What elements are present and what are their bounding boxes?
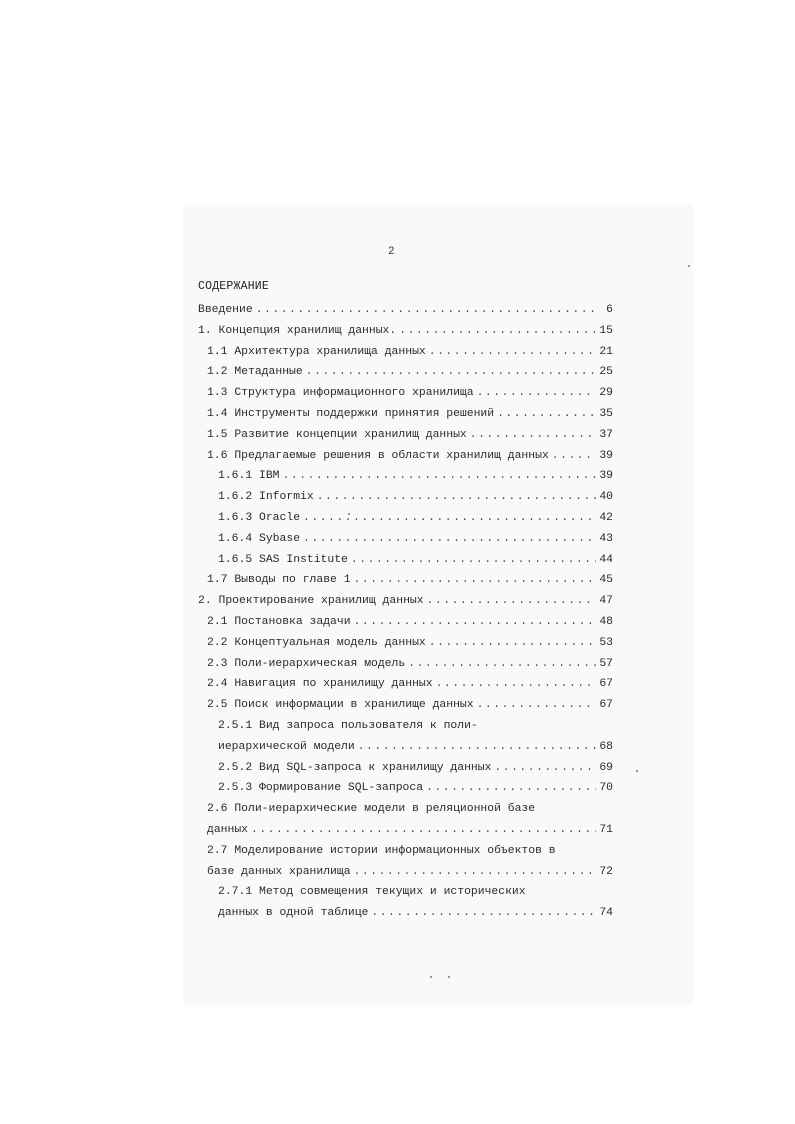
toc-entry-title: 1. Концепция хранилищ данных. [198, 324, 397, 337]
toc-entry-title: 2.2 Концептуальная модель данных [207, 636, 426, 649]
toc-entry-title: 1.4 Инструменты поддержки принятия решений [207, 407, 495, 420]
toc-entry [198, 778, 613, 799]
toc-entry-title: 2.5 Поиск информации в хранилище данных [207, 699, 474, 712]
toc-entry-page: 29 [599, 387, 613, 400]
toc-dot-leader [429, 633, 596, 654]
toc-dot-leader [251, 820, 596, 841]
toc-entry-title: 2. Проектирование хранилищ данных [198, 595, 424, 608]
toc-entry-title: 2.5.3 Формирование SQL-запроса [218, 782, 424, 795]
toc-entry [198, 654, 613, 675]
toc-dot-leader [477, 383, 596, 404]
toc-entry [198, 529, 613, 550]
toc-entry [198, 300, 613, 321]
toc-entry-page: 72 [599, 865, 613, 878]
toc-entry-page: 40 [599, 491, 613, 504]
toc-dot-leader [426, 778, 596, 799]
toc-entry [198, 695, 613, 716]
toc-entry-title: 2.4 Навигация по хранилищу данных [207, 678, 433, 691]
toc-entry [198, 508, 613, 529]
toc-entry-title: 1.6.3 Oracle [218, 511, 301, 524]
toc-dot-leader [317, 487, 596, 508]
toc-entry [198, 903, 613, 924]
toc-dot-leader [429, 342, 596, 363]
toc-entry-title: 2.5.2 Вид SQL-запроса к хранилищу данных [218, 761, 492, 774]
toc-entry-page: 69 [599, 761, 613, 774]
toc-entry [198, 799, 613, 820]
toc-entry-title: 2.6 Поли-иерархические модели в реляционной базе [207, 803, 536, 816]
toc-dot-leader [351, 550, 596, 571]
toc-entry [198, 716, 613, 737]
toc-entry [198, 674, 613, 695]
toc-dot-leader [552, 446, 596, 467]
toc-dot-leader [256, 300, 596, 321]
toc-entry-title: 2.7 Моделирование истории информационных объектов в [207, 844, 556, 857]
toc-entry-title: 2.1 Постановка задачи [207, 615, 351, 628]
toc-entry [198, 466, 613, 487]
toc-entry [198, 820, 613, 841]
toc-entry-title: данных в одной таблице [218, 907, 369, 920]
toc-entry [198, 841, 613, 862]
toc-entry-page: 67 [599, 699, 613, 712]
toc-entry-title: 1.6.5 SAS Institute [218, 553, 348, 566]
toc-entry [198, 570, 613, 591]
toc-dot-leader [371, 903, 596, 924]
toc-entry-page: 67 [599, 678, 613, 691]
toc-heading: СОДЕРЖАНИЕ [198, 280, 270, 293]
toc-entry-title: 1.7 Выводы по главе 1 [207, 574, 351, 587]
toc-entry-page: 44 [599, 553, 613, 566]
toc-entry [198, 612, 613, 633]
toc-dot-leader [436, 674, 596, 695]
toc-entry [198, 425, 613, 446]
toc-entry-page: 25 [599, 366, 613, 379]
scan-speck [688, 265, 690, 267]
toc-entry-title: 2.5.1 Вид запроса пользователя к поли- [218, 719, 478, 732]
table-of-contents [198, 300, 613, 924]
toc-entry-page: 15 [599, 324, 613, 337]
toc-dot-leader [427, 591, 596, 612]
toc-dot-leader [354, 612, 596, 633]
scan-speck [430, 976, 432, 978]
toc-entry-page: 21 [599, 345, 613, 358]
toc-entry-title: 1.6 Предлагаемые решения в области хранилищ данных [207, 449, 549, 462]
toc-entry-page: 47 [599, 595, 613, 608]
toc-entry [198, 591, 613, 612]
toc-entry-page: 71 [599, 823, 613, 836]
toc-dot-leader [354, 570, 596, 591]
toc-dot-leader [399, 321, 596, 342]
toc-dot-leader [497, 404, 596, 425]
toc-entry-title: 1.3 Структура информационного хранилища [207, 387, 474, 400]
toc-entry-title: 1.6.1 IBM [218, 470, 280, 483]
toc-entry-page: 48 [599, 615, 613, 628]
toc-entry-page: 39 [599, 449, 613, 462]
toc-dot-leader [408, 654, 596, 675]
scan-speck [448, 976, 450, 978]
toc-entry-title: базе данных хранилища [207, 865, 351, 878]
toc-dot-leader [283, 466, 596, 487]
toc-entry-title: 2.7.1 Метод совмещения текущих и исторических [218, 886, 526, 899]
toc-entry-title: 1.6.2 Informix [218, 491, 314, 504]
toc-entry [198, 404, 613, 425]
toc-entry-title: Введение [198, 304, 253, 316]
toc-entry-title: 2.3 Поли-иерархическая модель [207, 657, 406, 670]
toc-dot-leader [494, 758, 596, 779]
toc-entry-title: 1.5 Развитие концепции хранилищ данных [207, 428, 467, 441]
toc-entry [198, 321, 613, 342]
toc-entry-page: 74 [599, 907, 613, 920]
toc-entry [198, 550, 613, 571]
toc-entry [198, 383, 613, 404]
scan-speck [348, 513, 350, 515]
toc-entry-title: 1.1 Архитектура хранилища данных [207, 345, 426, 358]
toc-entry-title: 1.2 Метаданные [207, 366, 303, 379]
toc-dot-leader [358, 737, 596, 758]
toc-dot-leader [470, 425, 596, 446]
toc-entry [198, 362, 613, 383]
toc-entry-page: 42 [599, 511, 613, 524]
toc-entry-title: данных [207, 823, 249, 836]
toc-entry-page: 6 [606, 304, 613, 316]
toc-entry [198, 862, 613, 883]
toc-entry-page: 57 [599, 657, 613, 670]
page-number: 2 [388, 246, 395, 258]
toc-dot-leader [303, 529, 596, 550]
toc-entry [198, 882, 613, 903]
toc-entry-title: иерархической модели [218, 740, 355, 753]
toc-entry [198, 342, 613, 363]
toc-entry-title: 1.6.4 Sybase [218, 532, 301, 545]
toc-entry-page: 45 [599, 574, 613, 587]
toc-entry-page: 37 [599, 428, 613, 441]
toc-entry-page: 53 [599, 636, 613, 649]
scan-speck [636, 770, 638, 772]
toc-entry-page: 39 [599, 470, 613, 483]
toc-dot-leader [306, 362, 596, 383]
toc-entry-page: 35 [599, 407, 613, 420]
toc-dot-leader [303, 508, 596, 529]
toc-entry [198, 487, 613, 508]
toc-dot-leader [477, 695, 596, 716]
toc-entry-page: 43 [599, 532, 613, 545]
toc-dot-leader [354, 862, 596, 883]
toc-entry [198, 633, 613, 654]
toc-entry-page: 70 [599, 782, 613, 795]
toc-entry [198, 446, 613, 467]
toc-entry [198, 758, 613, 779]
toc-entry-page: 68 [599, 740, 613, 753]
toc-entry [198, 737, 613, 758]
